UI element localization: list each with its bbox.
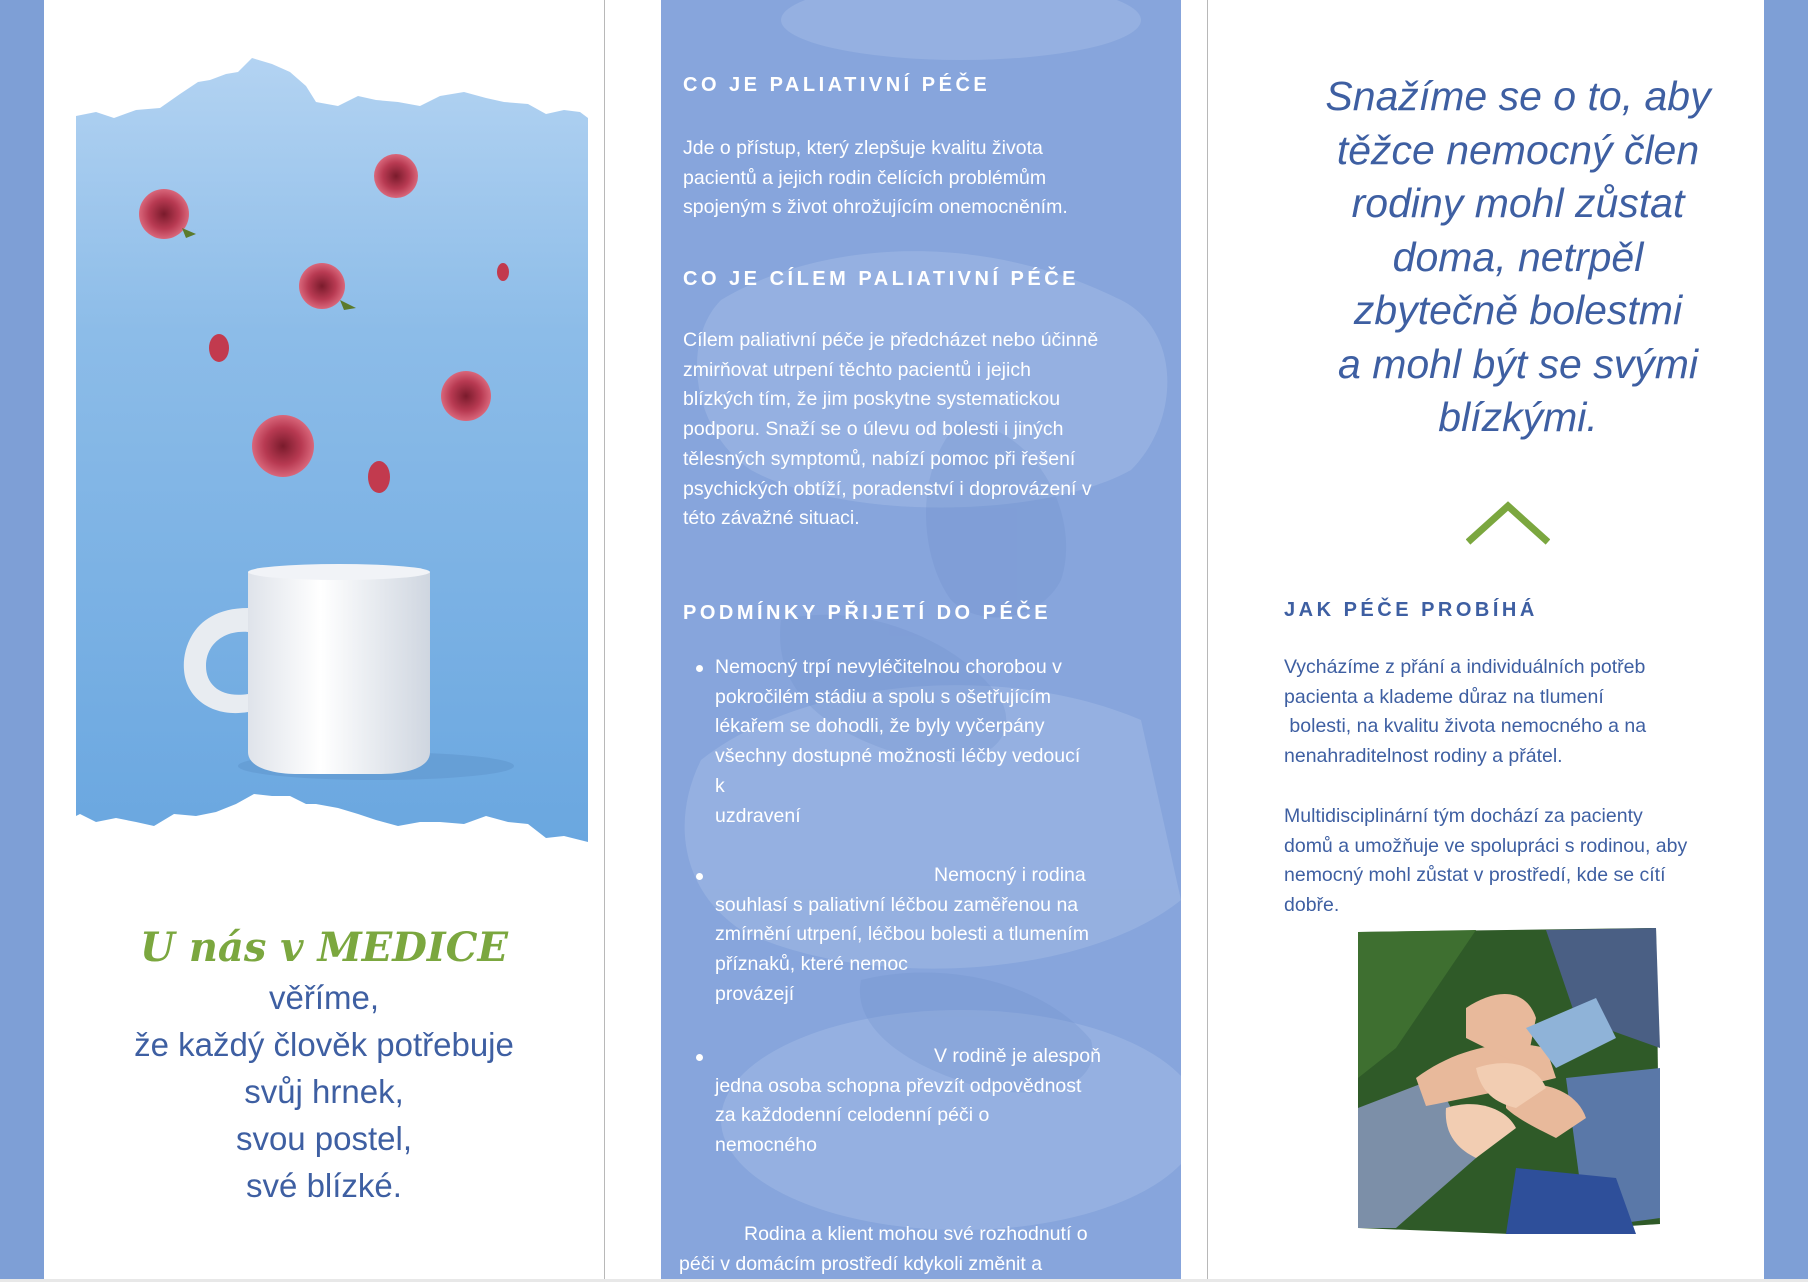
quote-line: Snažíme se o to, aby (1325, 73, 1711, 119)
text-line: dobře. (1284, 894, 1340, 917)
section-text-goal (683, 326, 1153, 534)
chevron-up-icon (1466, 500, 1550, 546)
motto-line: svůj hrnek, (244, 1073, 404, 1110)
bullet-dot (696, 665, 703, 672)
text-line: provázejí (715, 982, 795, 1005)
left-decorative-bar (0, 0, 44, 1282)
text-line: lékařem se dohodli, že byly vyčerpány (715, 715, 1045, 738)
text-line: Cílem paliativní péče je předcházet nebo účinně (683, 329, 1099, 351)
quote-line: blízkými. (1438, 394, 1598, 440)
motto-title: U nás v MEDICE (140, 924, 508, 971)
text-line: pokročilém stádiu a spolu s ošetřujícím (715, 685, 1051, 708)
text-line: pacientů a jejich rodin čelících problémům (683, 166, 1047, 189)
text-line: nemocného (715, 1134, 817, 1157)
right-decorative-bar (1764, 0, 1808, 1282)
section-text-what-is (683, 134, 1153, 223)
brochure-panel-left (44, 0, 605, 1280)
bullet-first-line: V rodině je alespoň (934, 1045, 1101, 1067)
text-line: Vycházíme z přání a individuálních potřeb (1284, 656, 1646, 678)
quote-line: rodiny mohl zůstat (1351, 180, 1685, 226)
text-line (715, 861, 1135, 891)
text-line: pacienta a klademe důraz na tlumení (1284, 685, 1604, 708)
stacked-hands-photo (1356, 928, 1660, 1234)
text-line: k (715, 774, 725, 797)
text-line: psychických obtíží, poradenství i doprovázení v (683, 477, 1092, 500)
bullet-dot (696, 873, 703, 880)
text-line: Nemocný trpí nevyléčitelnou chorobou v (715, 656, 1062, 678)
quote-line: a mohl být se svými (1338, 340, 1698, 387)
text-line: všechny dostupné možnosti léčby vedoucí (715, 745, 1081, 768)
closing-first-line: Rodina a klient mohou své rozhodnutí o (744, 1223, 1088, 1245)
motto-line: že každý člověk potřebuje (134, 1026, 514, 1063)
text-line: za každodenní celodenní péči o (715, 1104, 990, 1127)
section-heading-what-is: CO JE PALIATIVNÍ PÉČE (683, 74, 991, 96)
bullet-dot (696, 1054, 703, 1061)
text-line: podporu. Snaží se o úlevu od bolesti i jiných (683, 418, 1064, 441)
cup-photo (76, 52, 588, 852)
text-line: nenahraditelnost rodiny a přátel. (1284, 745, 1563, 768)
admission-bullet-3 (715, 1042, 1135, 1161)
section-heading-goal: CO JE CÍLEM PALIATIVNÍ PÉČE (683, 268, 1080, 290)
text-line: nemocný mohl zůstat v prostředí, kde se cítí (1284, 864, 1666, 887)
text-line: Multidisciplinární tým dochází za pacienty (1284, 805, 1643, 827)
brochure-panel-right (1208, 0, 1764, 1280)
text-line: blízkých tím, že jim poskytne systematickou (683, 388, 1061, 411)
motto-line: svou postel, (235, 1120, 413, 1157)
text-line: péči v domácím prostředí kdykoli změnit a (679, 1252, 1043, 1275)
motto-block (84, 924, 564, 1209)
text-line: příznaků, které nemoc (715, 953, 908, 976)
text-line: Jde o přístup, který zlepšuje kvalitu života (683, 137, 1043, 159)
text-line: souhlasí s paliativní léčbou zaměřenou na (715, 893, 1079, 916)
bullet-first-line: Nemocný i rodina (934, 864, 1086, 886)
mission-quote (1308, 70, 1728, 445)
brochure-panel-middle (605, 0, 1208, 1280)
section-heading-admission: PODMÍNKY PŘIJETÍ DO PÉČE (683, 602, 1052, 624)
admission-bullet-2 (715, 861, 1135, 1010)
quote-line: doma, netrpěl (1392, 233, 1644, 280)
text-line: zmírnění utrpení, léčbou bolesti a tlumením (715, 923, 1089, 946)
how-it-works-paragraph-1 (1284, 653, 1734, 772)
text-line: tělesných symptomů, nabízí pomoc při řešení (683, 447, 1076, 470)
motto-line: věříme, (268, 979, 380, 1016)
how-it-works-paragraph-2 (1284, 802, 1734, 921)
text-line: této závažné situaci. (683, 507, 860, 530)
admission-bullet-1 (715, 653, 1135, 831)
text-line: uzdravení (715, 804, 801, 827)
text-line (715, 1042, 1135, 1072)
quote-line: zbytečně bolestmi (1353, 287, 1683, 333)
text-line: spojeným s život ohrožujícím onemocněním. (683, 196, 1068, 219)
text-line (679, 1220, 1179, 1250)
text-line: jedna osoba schopna převzít odpovědnost (715, 1074, 1082, 1097)
motto-line: své blízké. (246, 1167, 402, 1204)
closing-paragraph (679, 1220, 1179, 1279)
text-line: bolesti, na kvalitu života nemocného a na (1284, 715, 1647, 738)
text-line: zmirňovat utrpení těchto pacientů i jejich (683, 358, 1031, 381)
section-heading-how-it-works: JAK PÉČE PROBÍHÁ (1284, 599, 1538, 621)
text-line: domů a umožňuje ve spolupráci s rodinou, aby (1284, 834, 1688, 857)
quote-line: těžce nemocný člen (1336, 126, 1700, 173)
